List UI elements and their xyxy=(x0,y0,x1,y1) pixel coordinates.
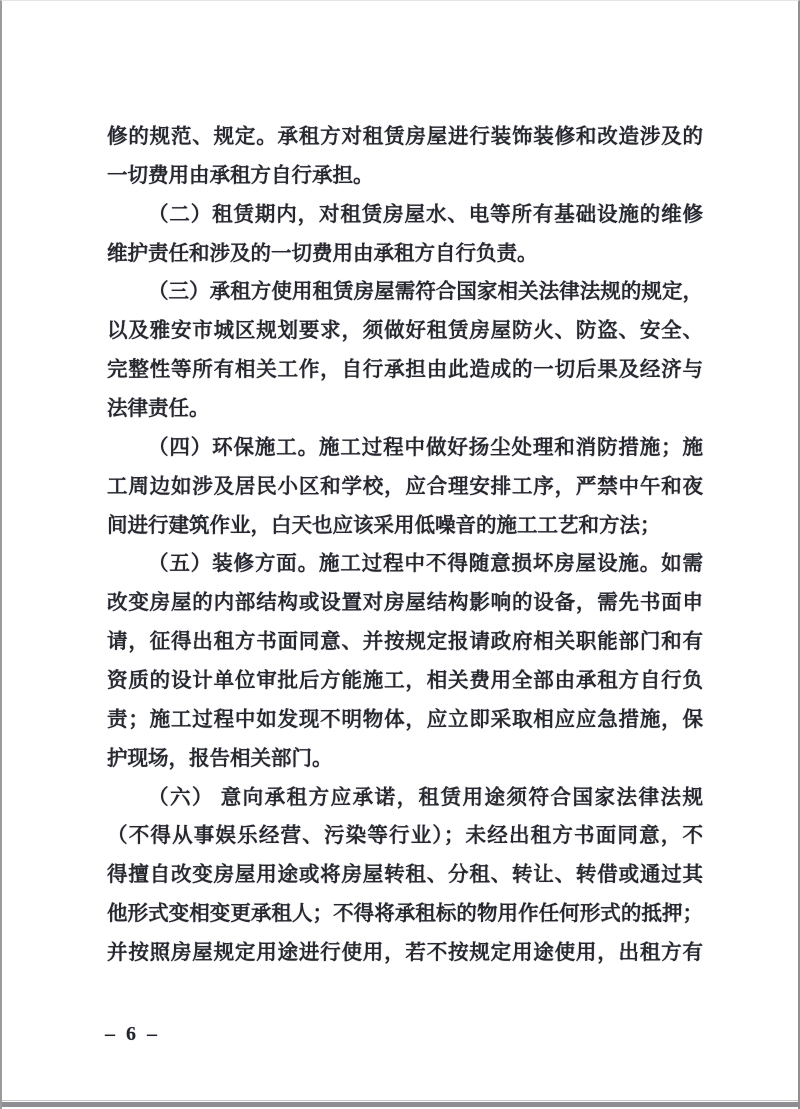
bottom-border-thin-rule xyxy=(2,1100,798,1101)
text-line: 维护责任和涉及的一切费用由承租方自行负责。 xyxy=(107,242,538,265)
text-line: 工周边如涉及居民小区和学校，应合理安排工序，严禁中午和夜 xyxy=(107,475,703,498)
page-number: – 6 – xyxy=(105,1023,160,1045)
text-line clause-6-start: （六） 意向承租方应承诺，租赁用途须符合国家法律法规 xyxy=(148,786,703,809)
text-line: 并按照房屋规定用途进行使用，若不按规定用途使用，出租方有 xyxy=(107,942,703,965)
text-line: 改变房屋的内部结构或设置对房屋结构影响的设备，需先书面申 xyxy=(107,592,703,615)
text-line: （不得从事娱乐经营、污染等行业）；未经出租方书面同意，不 xyxy=(107,825,703,848)
text-line: 法律责任。 xyxy=(107,398,210,421)
text-line: 修的规范、规定。承租方对租赁房屋进行装饰装修和改造涉及的 xyxy=(107,126,703,148)
text-line: 得擅自改变房屋用途或将房屋转租、分租、转让、转借或通过其 xyxy=(107,864,703,887)
text-line: 请，征得出租方书面同意、并按规定报请政府相关职能部门和有 xyxy=(107,631,703,654)
text-line: 完整性等所有相关工作，自行承担由此造成的一切后果及经济与 xyxy=(107,359,703,382)
bottom-border-thick-rule xyxy=(2,1102,798,1107)
text-line clause-2-start: （二）租赁期内，对租赁房屋水、电等所有基础设施的维修 xyxy=(148,203,703,226)
document-body xyxy=(107,118,703,973)
text-line clause-5-start: （五）装修方面。施工过程中不得随意损坏房屋设施。如需 xyxy=(148,553,703,576)
text-line clause-3-start: （三）承租方使用租赁房屋需符合国家相关法律法规的规定， xyxy=(148,281,703,304)
text-line: 责；施工过程中如发现不明物体，应立即采取相应应急措施，保 xyxy=(107,708,703,731)
text-line: 以及雅安市城区规划要求，须做好租赁房屋防火、防盗、安全、 xyxy=(107,320,703,343)
text-line: 间进行建筑作业，白天也应该采用低噪音的施工工艺和方法； xyxy=(107,514,661,537)
text-line: 护现场，报告相关部门。 xyxy=(107,747,333,770)
text-line: 他形式变相变更承租人；不得将承租标的物用作任何形式的抵押； xyxy=(107,903,703,926)
text-line clause-4-start: （四）环保施工。施工过程中做好扬尘处理和消防措施；施 xyxy=(148,436,703,459)
text-line: 资质的设计单位审批后方能施工，相关费用全部由承租方自行负 xyxy=(107,670,703,693)
text-line: 一切费用由承租方自行承担。 xyxy=(107,164,374,187)
